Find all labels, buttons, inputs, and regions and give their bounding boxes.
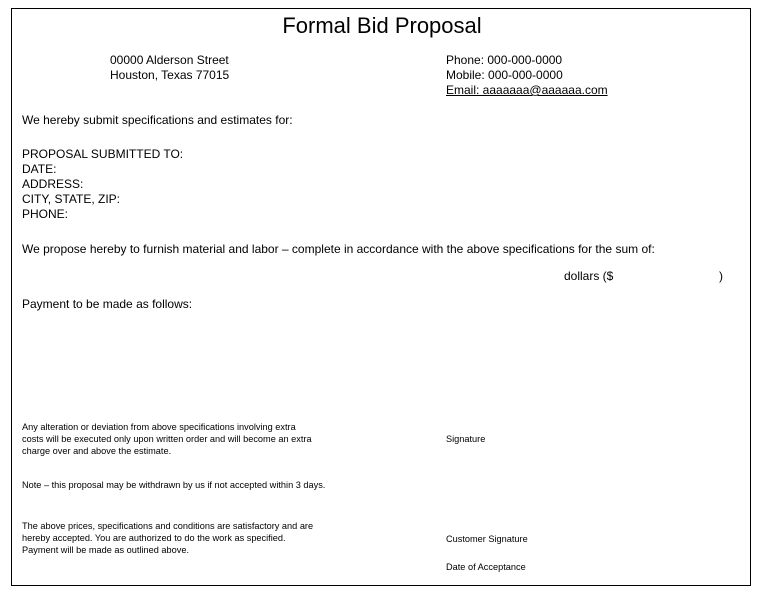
alteration-clause xyxy=(22,421,312,457)
dollars-close: ) xyxy=(719,269,723,283)
alteration-line: Any alteration or deviation from above specifications involving extra xyxy=(22,422,296,432)
address-street: 00000 Alderson Street xyxy=(110,53,229,67)
payment-label: Payment to be made as follows: xyxy=(22,297,193,311)
acceptance-clause xyxy=(22,520,313,556)
company-address xyxy=(110,53,229,83)
proposal-statement: We propose hereby to furnish material and labor – complete in accordance with the above specifications for the sum of: xyxy=(22,242,655,256)
date-of-acceptance-label: Date of Acceptance xyxy=(446,562,526,572)
client-fields xyxy=(22,147,183,222)
withdrawal-note: Note – this proposal may be withdrawn by us if not accepted within 3 days. xyxy=(22,480,326,490)
customer-signature-label: Customer Signature xyxy=(446,534,528,544)
company-contact xyxy=(446,53,608,98)
field-date: DATE: xyxy=(22,162,57,176)
field-address: ADDRESS: xyxy=(22,177,84,191)
alteration-line: charge over and above the estimate. xyxy=(22,446,172,456)
address-city-state-zip: Houston, Texas 77015 xyxy=(110,68,230,82)
acceptance-line: hereby accepted. You are authorized to do the work as specified. xyxy=(22,533,286,543)
signature-label: Signature xyxy=(446,434,486,444)
contact-mobile: Mobile: 000-000-0000 xyxy=(446,68,563,82)
contact-email: Email: aaaaaaa@aaaaaa.com xyxy=(446,83,608,97)
acceptance-line: Payment will be made as outlined above. xyxy=(22,545,190,555)
acceptance-line: The above prices, specifications and conditions are satisfactory and are xyxy=(22,521,314,531)
field-city-state-zip: CITY, STATE, ZIP: xyxy=(22,192,121,206)
intro-text: We hereby submit specifications and estimates for: xyxy=(22,113,293,127)
contact-phone: Phone: 000-000-0000 xyxy=(446,53,563,67)
page-title: Formal Bid Proposal xyxy=(282,13,482,38)
alteration-line: costs will be executed only upon written order and will become an extra xyxy=(22,434,312,444)
field-phone: PHONE: xyxy=(22,207,69,221)
proposal-page xyxy=(11,8,751,586)
dollars-label: dollars ($ xyxy=(564,269,614,283)
field-submitted-to: PROPOSAL SUBMITTED TO: xyxy=(22,147,184,161)
